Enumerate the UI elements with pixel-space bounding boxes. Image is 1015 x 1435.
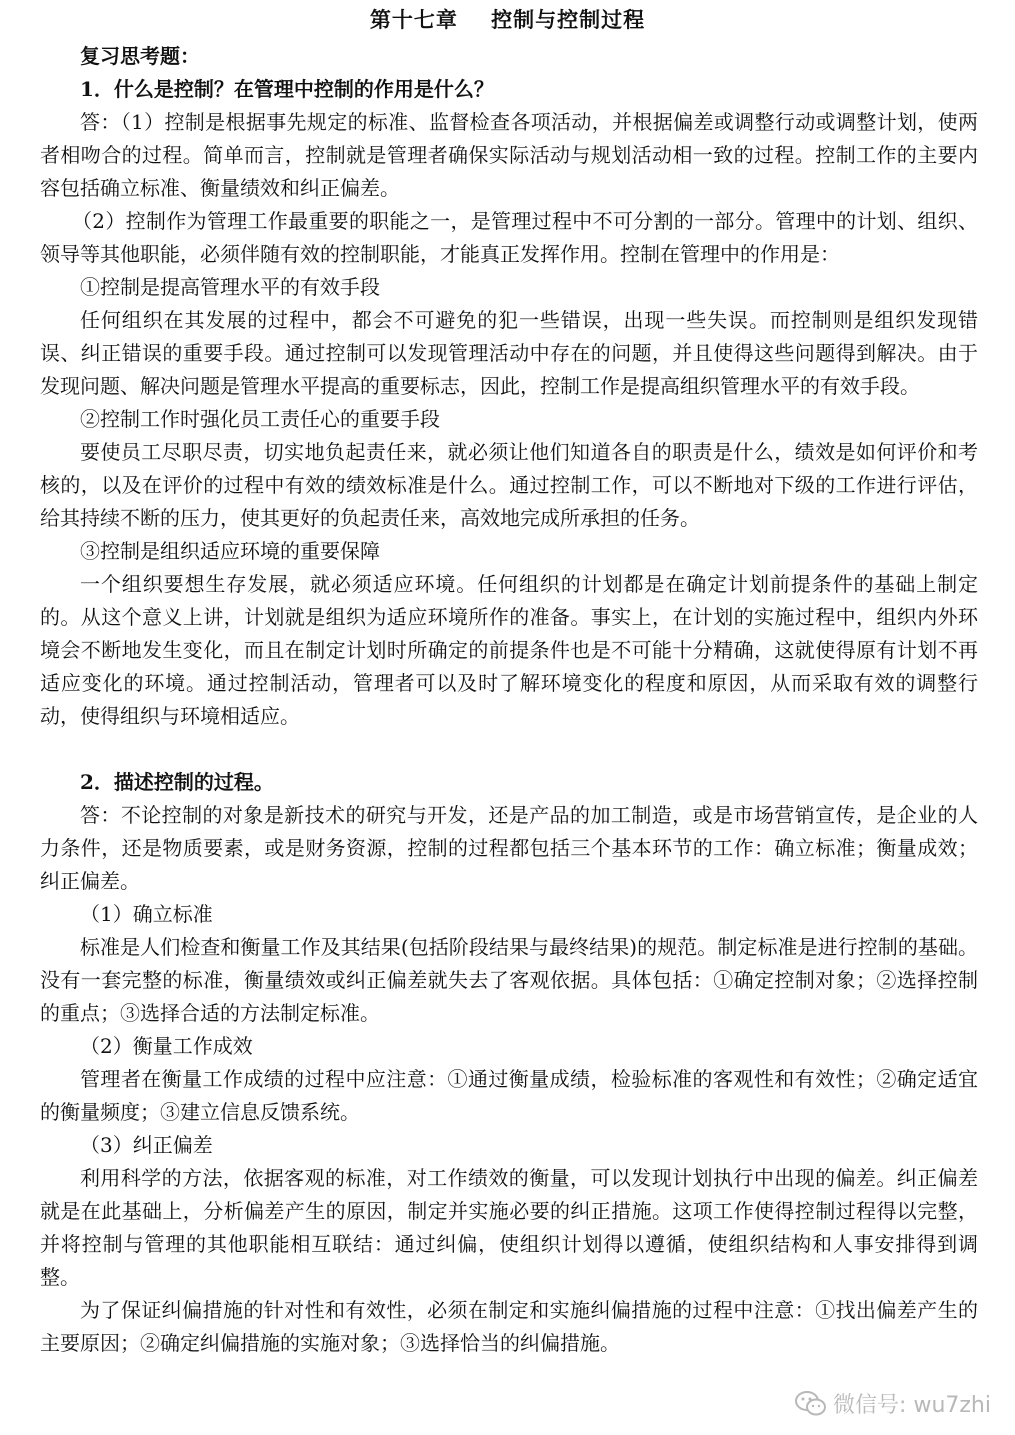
question-2: 2．描述控制的过程。: [80, 770, 274, 794]
q2-step3-title: （3）纠正偏差: [80, 1133, 213, 1157]
q2-answer: 答：不论控制的对象是新技术的研究与开发，还是产品的加工制造，或是市场营销宣传，是企业的人力条件，还是物质要素，或是财务资源，控制的过程都包括三个基本环节的工作：确立标准；衡量成效；纠正偏差。: [40, 803, 978, 893]
review-heading: 复习思考题：: [80, 44, 200, 68]
q2-step3-body2: 为了保证纠偏措施的针对性和有效性，必须在制定和实施纠偏措施的过程中注意：①找出偏差产生的主要原因；②确定纠偏措施的实施对象；③选择恰当的纠偏措施。: [40, 1298, 978, 1355]
q1-point3-body: 一个组织要想生存发展，就必须适应环境。任何组织的计划都是在确定计划前提条件的基础上制定的。从这个意义上讲，计划就是组织为适应环境所作的准备。事实上，在计划的实施过程中，组织内外环境会不断地发生变化，而且在制定计划时所确定的前提条件也是不可能十分精确，这就使得原有计划不再适应变化的环境。通过控制活动，管理者可以及时了解环境变化的程度和原因，从而采取有效的调整行动，使得组织与环境相适应。: [40, 572, 978, 728]
q1-point1-body: 任何组织在其发展的过程中，都会不可避免的犯一些错误，出现一些失误。而控制则是组织发现错误、纠正错误的重要手段。通过控制可以发现管理活动中存在的问题，并且使得这些问题得到解决。由于发现问题、解决问题是管理水平提高的重要标志，因此，控制工作是提高组织管理水平的有效手段。: [40, 308, 978, 398]
wechat-icon: [795, 1390, 827, 1418]
q2-step1-title: （1）确立标准: [80, 902, 213, 926]
q1-point2-body: 要使员工尽职尽责，切实地负起责任来，就必须让他们知道各自的职责是什么，绩效是如何评价和考核的，以及在评价的过程中有效的绩效标准是什么。通过控制工作，可以不断地对下级的工作进行评估，给其持续不断的压力，使其更好的负起责任来，高效地完成所承担的任务。: [40, 440, 978, 530]
q1-point1-title: ①控制是提高管理水平的有效手段: [80, 275, 380, 299]
document-body: [40, 40, 978, 1360]
q1-answer-part1: 答：（1）控制是根据事先规定的标准、监督检查各项活动，并根据偏差或调整行动或调整计划，使两者相吻合的过程。简单而言，控制就是管理者确保实际活动与规划活动相一致的过程。控制工作的主要内容包括确立标准、衡量绩效和纠正偏差。: [40, 110, 978, 200]
section-spacer: [40, 733, 978, 766]
q2-step1-body: 标准是人们检查和衡量工作及其结果(包括阶段结果与最终结果)的规范。制定标准是进行控制的基础。没有一套完整的标准，衡量绩效或纠正偏差就失去了客观依据。具体包括：①确定控制对象；②选择控制的重点；③选择合适的方法制定标准。: [40, 935, 978, 1025]
question-1: 1．什么是控制？在管理中控制的作用是什么？: [80, 77, 494, 101]
q1-answer-part2: （2）控制作为管理工作最重要的职能之一，是管理过程中不可分割的一部分。管理中的计划、组织、领导等其他职能，必须伴随有效的控制职能，才能真正发挥作用。控制在管理中的作用是：: [40, 209, 978, 266]
q1-point2-title: ②控制工作时强化员工责任心的重要手段: [80, 407, 440, 431]
q1-point3-title: ③控制是组织适应环境的重要保障: [80, 539, 380, 563]
q2-step2-body: 管理者在衡量工作成绩的过程中应注意：①通过衡量成绩，检验标准的客观性和有效性；②确定适宜的衡量频度；③建立信息反馈系统。: [40, 1067, 978, 1124]
q2-step2-title: （2）衡量工作成效: [80, 1034, 253, 1058]
q2-step3-body1: 利用科学的方法，依据客观的标准，对工作绩效的衡量，可以发现计划执行中出现的偏差。纠正偏差就是在此基础上，分析偏差产生的原因，制定并实施必要的纠正措施。这项工作使得控制过程得以完整，并将控制与管理的其他职能相互联结：通过纠偏，使组织计划得以遵循，使组织结构和人事安排得到调整。: [40, 1166, 978, 1289]
wechat-watermark: [789, 1386, 997, 1421]
chapter-title: 第十七章 控制与控制过程: [369, 7, 646, 32]
wechat-id-text: 微信号: wu7zhi: [833, 1393, 991, 1418]
